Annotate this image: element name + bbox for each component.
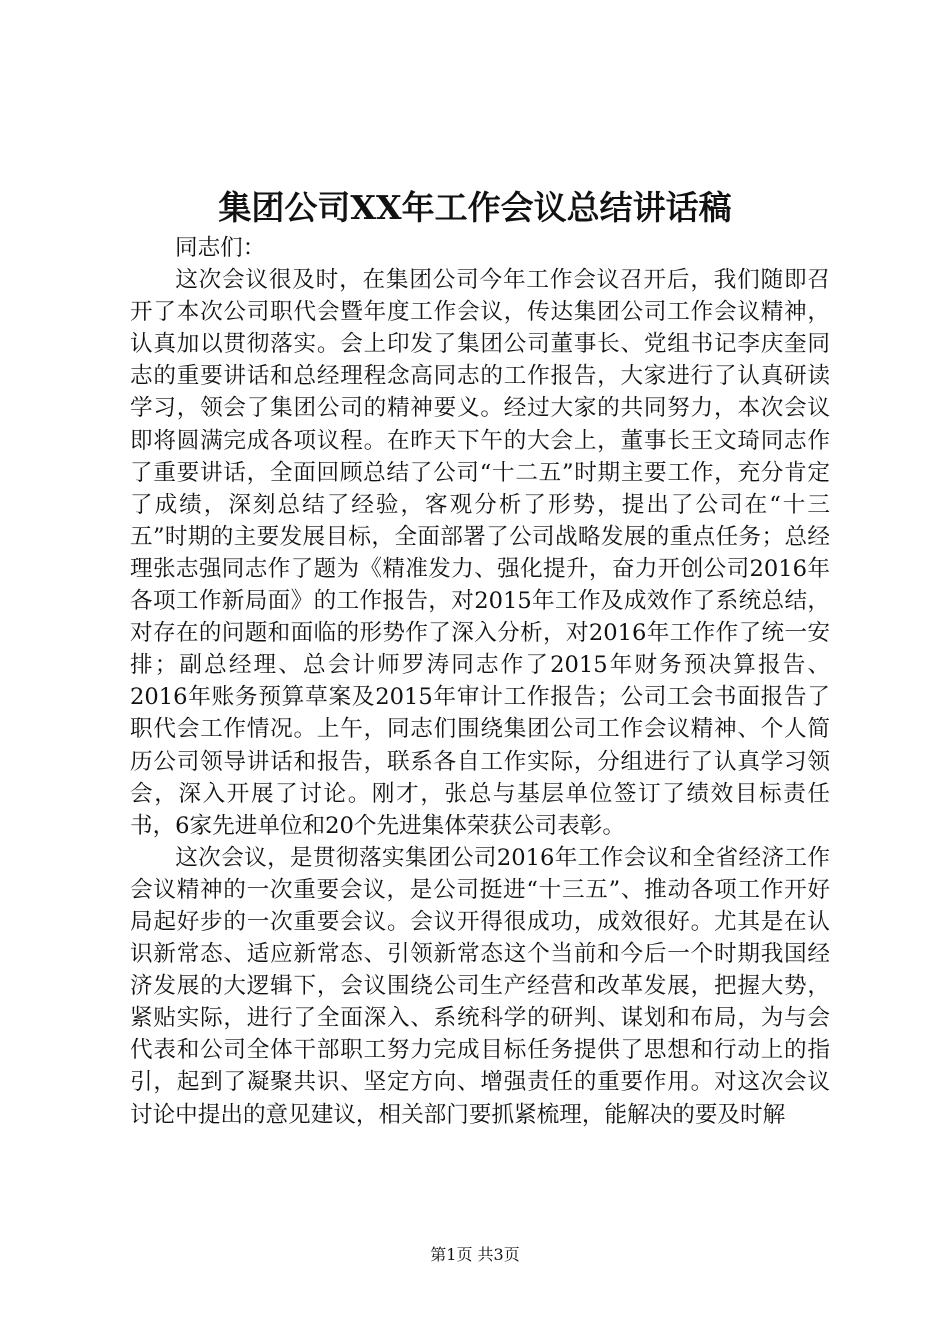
page-number-footer: 第1页 共3页 bbox=[430, 1245, 520, 1264]
body-paragraph-1: 这次会议很及时，在集团公司今年工作会议召开后，我们随即召开了本次公司职代会暨年度工作会议，传达集团公司工作会议精神，认真加以贯彻落实。会上印发了集团公司董事长、党组书记李庆奎同志的重要讲话和总经理程念高同志的工作报告，大家进行了认真研读学习，领会了集团公司的精神要义。经过大家的共同努力，本次会议即将圆满完成各项议程。在昨天下午的大会上，董事长王文琦同志作了重要讲话，全面回顾总结了公司“十二五”时期主要工作，充分肯定了成绩，深刻总结了经验，客观分析了形势，提出了公司在“十三五”时期的主要发展目标，全面部署了公司战略发展的重点任务；总经理张志强同志作了题为《精准发力、强化提升，奋力开创公司2016年各项工作新局面》的工作报告，对2015年工作及成效作了系统总结，对存在的问题和面临的形势作了深入分析，对2016年工作作了统一安排；副总经理、总会计师罗涛同志作了2015年财务预决算报告、2016年账务预算草案及2015年审计工作报告；公司工会书面报告了职代会工作情况。上午，同志们围绕集团公司工作会议精神、个人简历公司领导讲话和报告，联系各自工作实际，分组进行了认真学习领会，深入开展了讨论。刚才，张总与基层单位签订了绩效目标责任书，6家先进单位和20个先进集体荣获公司表彰。 bbox=[130, 267, 830, 839]
body-paragraph-2: 这次会议，是贯彻落实集团公司2016年工作会议和全省经济工作会议精神的一次重要会议，是公司挺进“十三五”、推动各项工作开好局起好步的一次重要会议。会议开得很成功，成效很好。尤其是在认识新常态、适应新常态、引领新常态这个当前和今后一个时期我国经济发展的大逻辑下，会议围绕公司生产经营和改革发展，把握大势，紧贴实际，进行了全面深入、系统科学的研判、谋划和布局，为与会代表和公司全体干部职工努力完成目标任务提供了思想和行动上的指引，起到了凝聚共识、坚定方向、增强责任的重要作用。对这次会议讨论中提出的意见建议，相关部门要抓紧梳理，能解决的要及时解 bbox=[130, 844, 830, 1128]
salutation: 同志们： bbox=[175, 235, 266, 261]
document-title: 集团公司XX年工作会议总结讲话稿 bbox=[218, 188, 732, 227]
document-body bbox=[130, 232, 830, 1131]
